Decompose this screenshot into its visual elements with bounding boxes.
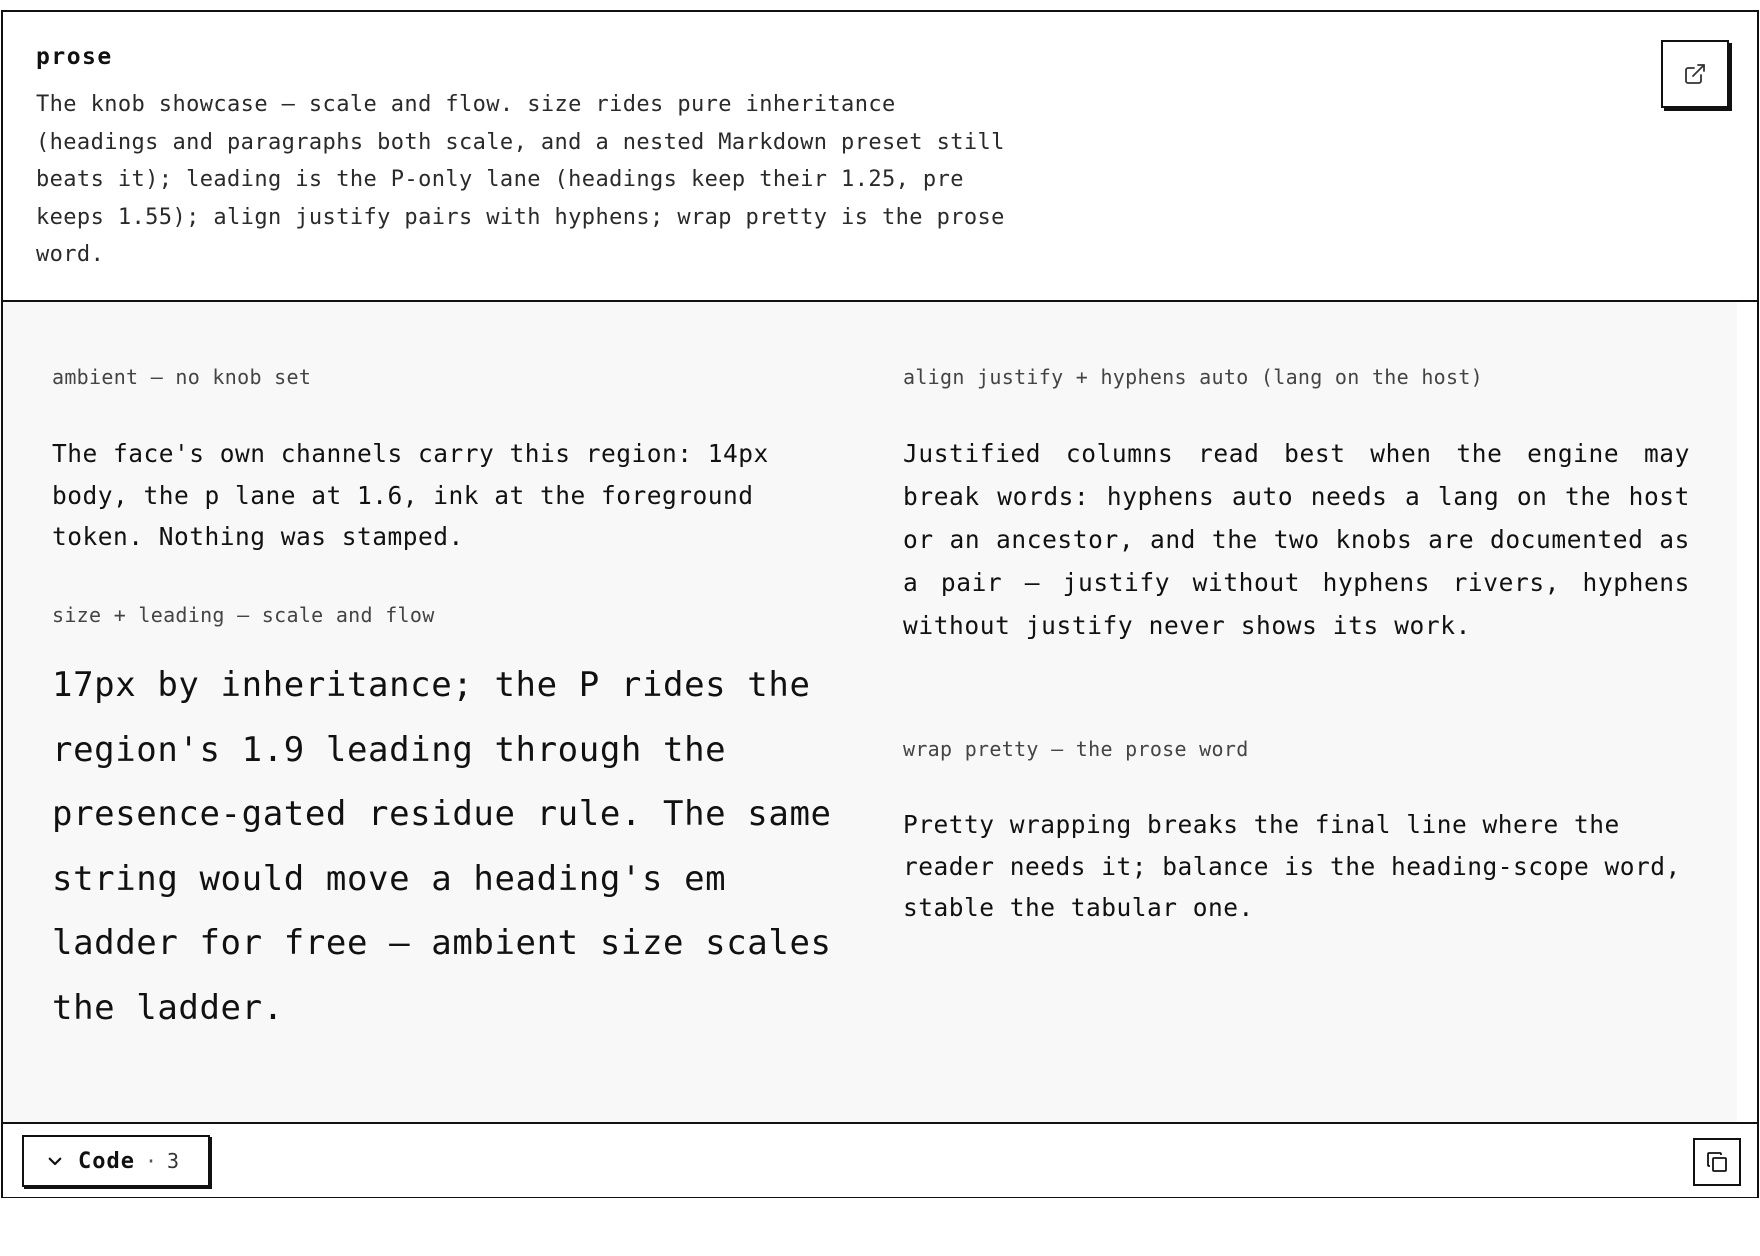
example-title: prose bbox=[36, 44, 113, 70]
example-description: The knob showcase — scale and flow. size rides pure inheritance (headings and paragraphs both scale, and a nested Markdown preset still beats it); leading is the P-only lane (headings keep their 1.25, pre keeps 1.55); align justify pairs with hyphens; wrap pretty is the prose word. bbox=[36, 92, 1005, 267]
copy-button[interactable] bbox=[1693, 1138, 1741, 1186]
size-leading-paragraph: 17px by inheritance; the P rides the region's 1.9 leading through the presence-gated residue rule. The same string would move a heading's em ladder for free — ambient size scales the ladder. bbox=[52, 665, 832, 1028]
justify-paragraph: Justified columns read best when the engine may break words: hyphens auto needs a lang on the host or an ancestor, and the two knobs are documented as a pair — justify without hyphens rivers, hyphens without justify never shows its work. bbox=[903, 439, 1690, 640]
example-footer bbox=[3, 1122, 1757, 1197]
example-header bbox=[3, 12, 1757, 302]
chevron-down-icon bbox=[46, 1152, 64, 1170]
code-toggle-button[interactable] bbox=[22, 1135, 210, 1187]
wrap-pretty-paragraph: Pretty wrapping breaks the final line where the reader needs it; balance is the heading-scope word, stable the tabular one. bbox=[903, 810, 1681, 922]
code-toggle-label: Code bbox=[78, 1148, 135, 1174]
copy-icon bbox=[1705, 1150, 1729, 1174]
code-count: 3 bbox=[167, 1149, 180, 1173]
size-leading-label: size + leading — scale and flow bbox=[52, 603, 435, 627]
justify-label: align justify + hyphens auto (lang on the host) bbox=[903, 365, 1484, 389]
wrap-pretty-label: wrap pretty — the prose word bbox=[903, 737, 1249, 761]
ambient-label: ambient — no knob set bbox=[52, 365, 312, 389]
ambient-paragraph: The face's own channels carry this region: 14px body, the p lane at 1.6, ink at the foreground token. Nothing was stamped. bbox=[52, 439, 769, 551]
preview-region bbox=[3, 302, 1737, 1122]
external-link-icon bbox=[1683, 62, 1707, 86]
code-toggle-separator: · bbox=[144, 1149, 158, 1173]
example-card bbox=[1, 10, 1759, 1198]
open-external-button[interactable] bbox=[1661, 40, 1729, 108]
